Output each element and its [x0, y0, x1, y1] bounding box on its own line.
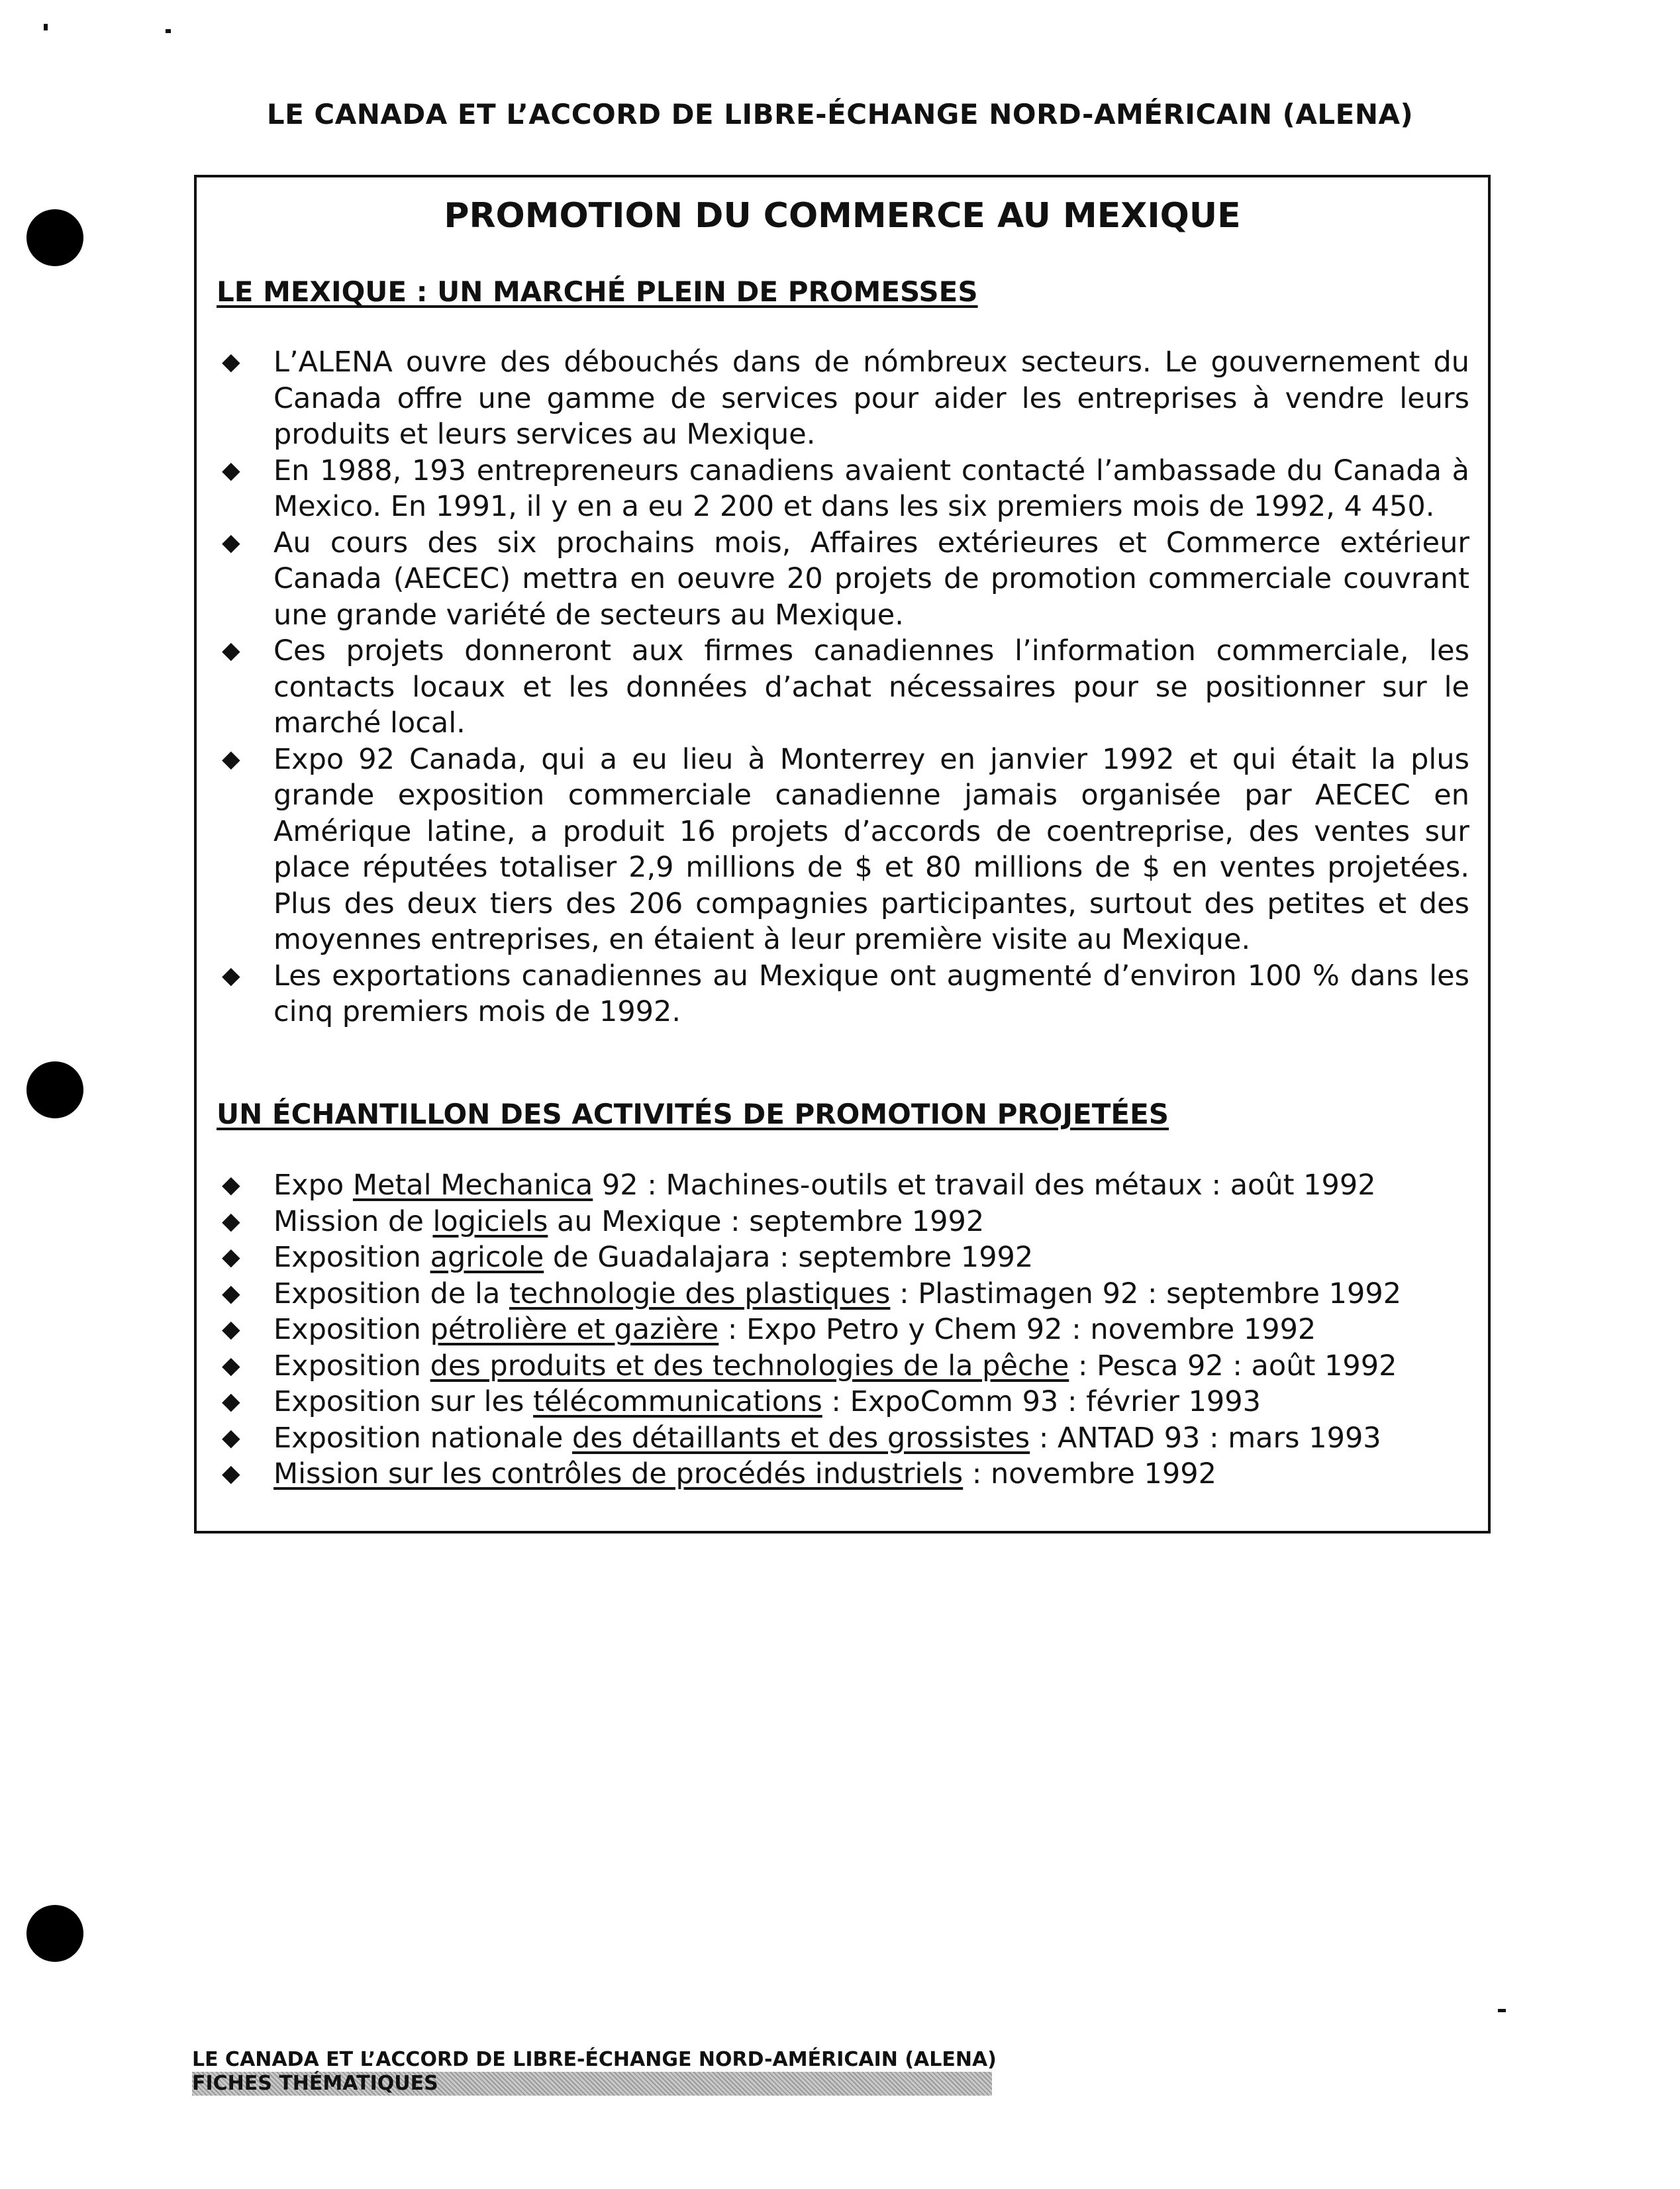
scan-speck — [44, 24, 48, 30]
diamond-bullet-icon: ◆ — [222, 1388, 240, 1415]
list-item: ◆ Les exportations canadiennes au Mexique ont augmenté d’environ 100 % dans les cinq premiers mois de 1992. — [222, 959, 1469, 1028]
diamond-bullet-icon: ◆ — [222, 456, 240, 484]
market-bullets — [217, 344, 1469, 1030]
diamond-bullet-icon: ◆ — [222, 637, 240, 664]
section-heading-market: LE MEXIQUE : UN MARCHÉ PLEIN DE PROMESSES — [217, 275, 978, 308]
diamond-bullet-icon: ◆ — [222, 1460, 240, 1487]
list-item: ◆ Exposition sur les télécommunications : ExpoComm 93 : février 1993 — [217, 1384, 1469, 1420]
footer-title: LE CANADA ET L’ACCORD DE LIBRE-ÉCHANGE NORD-AMÉRICAIN (ALENA) — [192, 2048, 997, 2071]
binder-hole-middle — [26, 1061, 83, 1118]
list-item: ◆ Mission sur les contrôles de procédés industriels : novembre 1992 — [217, 1456, 1469, 1492]
diamond-bullet-icon: ◆ — [222, 348, 240, 375]
diamond-bullet-icon: ◆ — [222, 1424, 240, 1451]
diamond-bullet-icon: ◆ — [222, 1316, 240, 1343]
scan-speck — [1498, 2009, 1506, 2012]
list-item: ◆ Ces projets donneront aux firmes canadiennes l’information commerciale, les contacts locaux et les données d’achat nécessaires pour se positionner sur le marché local. — [222, 634, 1469, 740]
diamond-bullet-icon: ◆ — [222, 961, 240, 989]
list-item: ◆ Au cours des six prochains mois, Affaires extérieures et Commerce extérieur Canada (AECEC) mettra en oeuvre 20 projets de promotion commerciale couvrant une grande variété de secteurs au Mexique. — [222, 526, 1469, 632]
diamond-bullet-icon: ◆ — [222, 528, 240, 556]
diamond-bullet-icon: ◆ — [222, 1171, 240, 1198]
list-item: ◆ Expo Metal Mechanica 92 : Machines-outils et travail des métaux : août 1992 — [217, 1167, 1469, 1204]
diamond-bullet-icon: ◆ — [222, 1243, 240, 1271]
activities-list — [217, 1167, 1469, 1492]
footer-subtitle: FICHES THÉMATIQUES — [192, 2072, 992, 2096]
diamond-bullet-icon: ◆ — [222, 1279, 240, 1307]
diamond-bullet-icon: ◆ — [222, 745, 240, 773]
list-item: ◆ Exposition des produits et des technologies de la pêche : Pesca 92 : août 1992 — [217, 1348, 1469, 1385]
list-item: ◆ Exposition pétrolière et gazière : Expo Petro y Chem 92 : novembre 1992 — [217, 1312, 1469, 1348]
section-heading-activities: UN ÉCHANTILLON DES ACTIVITÉS DE PROMOTION PROJETÉES — [217, 1098, 1169, 1130]
binder-hole-top — [26, 209, 83, 266]
list-item: ◆ Mission de logiciels au Mexique : septembre 1992 — [217, 1204, 1469, 1240]
content-box — [194, 175, 1491, 1533]
list-item: ◆ En 1988, 193 entrepreneurs canadiens avaient contacté l’ambassade du Canada à Mexico. En 1991, il y en a eu 2 200 et dans les six premiers mois de 1992, 4 450. — [222, 454, 1469, 523]
list-item: ◆ Exposition agricole de Guadalajara : septembre 1992 — [217, 1240, 1469, 1276]
list-item: ◆ Expo 92 Canada, qui a eu lieu à Monterrey en janvier 1992 et qui était la plus grande exposition commerciale canadienne jamais organisée par AECEC en Amérique latine, a produit 16 projets d’accords de coentreprise, des ventes sur place réputées totaliser 2,9 millions de $ et 80 millions de $ en ventes projetées. Plus des deux tiers des 206 compagnies participantes, surtout des petites et des moyennes entreprises, en étaient à leur première visite au Mexique. — [222, 742, 1469, 956]
diamond-bullet-icon: ◆ — [222, 1351, 240, 1379]
diamond-bullet-icon: ◆ — [222, 1207, 240, 1235]
box-title: PROMOTION DU COMMERCE AU MEXIQUE — [444, 196, 1241, 236]
binder-hole-bottom — [26, 1905, 83, 1962]
list-item: ◆ Exposition nationale des détaillants et des grossistes : ANTAD 93 : mars 1993 — [217, 1420, 1469, 1457]
page-title: LE CANADA ET L’ACCORD DE LIBRE-ÉCHANGE NORD-AMÉRICAIN (ALENA) — [266, 98, 1414, 130]
list-item: ◆ L’ALENA ouvre des débouchés dans de nómbreux secteurs. Le gouvernement du Canada offre une gamme de services pour aider les entreprises à vendre leurs produits et leurs services au Mexique. — [222, 346, 1469, 451]
scan-speck — [166, 29, 171, 33]
list-item: ◆ Exposition de la technologie des plastiques : Plastimagen 92 : septembre 1992 — [217, 1276, 1469, 1312]
page-footer — [192, 2048, 997, 2096]
